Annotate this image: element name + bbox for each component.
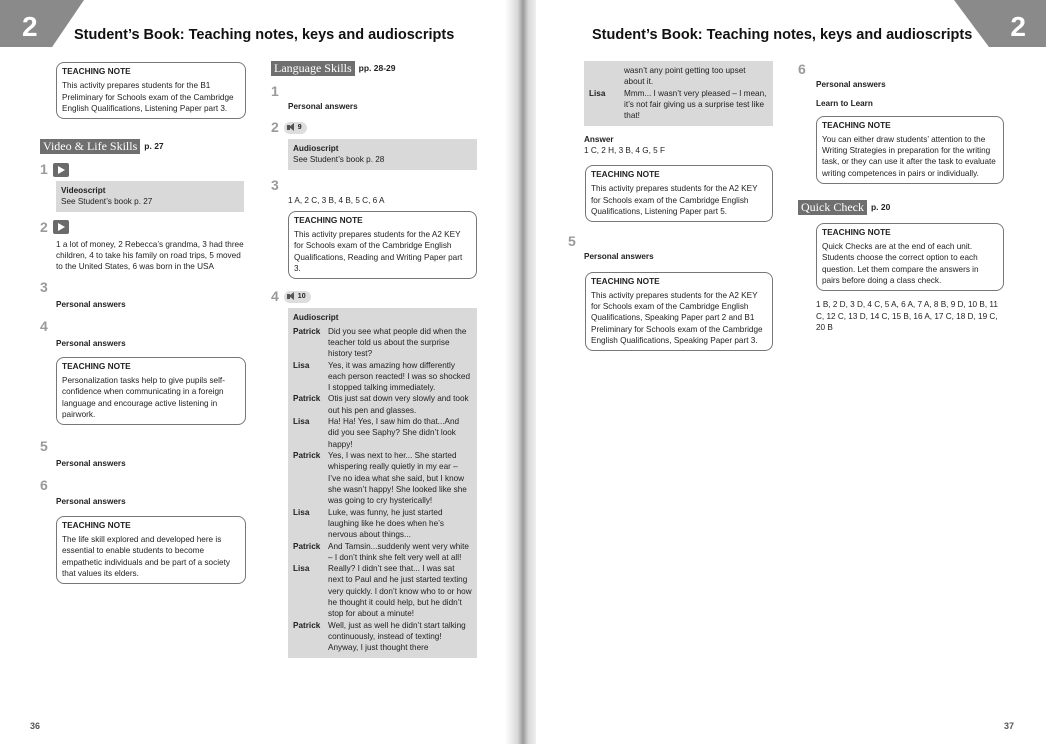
script-row xyxy=(293,360,472,394)
speaker-line: Otis just sat down very slowly and took out his pen and glasses. xyxy=(328,394,469,415)
exercise-number: 5 xyxy=(40,438,48,455)
unit-number: 2 xyxy=(1010,11,1026,42)
page-title: Student’s Book: Teaching notes, keys and audioscripts xyxy=(592,27,973,43)
note-body: This activity prepares students for the A2 KEY for Schools exam of the Cambridge English Qualifications, Speaking Paper part 2 and B1 Preliminary for Schools exam of the Cambridge English Qualifications, Speaking Paper part 3. xyxy=(591,290,763,345)
speaker-name: Lisa xyxy=(293,564,310,574)
script-row xyxy=(293,326,472,360)
section-heading xyxy=(40,139,250,154)
speaker-line: And Tamsin...suddenly went very white – I don’t think she felt very well at all! xyxy=(328,541,469,562)
section-heading xyxy=(798,200,1008,215)
speaker-icon xyxy=(287,292,296,301)
exercise-number: 4 xyxy=(40,317,48,334)
right-page xyxy=(536,0,1046,744)
left-column-2 xyxy=(271,61,477,658)
section-tag: Quick Check xyxy=(798,200,867,215)
audio-track-badge[interactable]: 10 xyxy=(284,291,311,303)
note-body: This activity prepares students for the A2 KEY for Schools exam of the Cambridge English Qualifications, Reading and Writing Paper part 3. xyxy=(294,230,463,274)
left-column-1 xyxy=(40,62,250,584)
exercise-number: 6 xyxy=(798,61,806,77)
video-play-icon[interactable] xyxy=(53,163,69,177)
speaker-name: Patrick xyxy=(293,541,321,551)
note-title: TEACHING NOTE xyxy=(591,275,660,286)
script-row xyxy=(293,450,472,507)
speaker-line: Yes, it was amazing how differently each person reacted! I was so shocked I stopped talking immediately. xyxy=(328,360,470,393)
teaching-note xyxy=(56,516,246,584)
speaker-name: Lisa xyxy=(293,417,310,427)
speaker-name: Patrick xyxy=(293,394,321,404)
teaching-note xyxy=(585,165,773,222)
box-body: See Student’s book p. 28 xyxy=(293,155,385,165)
right-column-1 xyxy=(568,61,774,351)
section-heading xyxy=(271,61,477,76)
speaker-line: Luke, was funny, he just started laughing like he does when he’s nervous about things... xyxy=(328,507,444,540)
answer-text: Personal answers xyxy=(56,497,126,507)
speaker-line: Yes, I was next to her... She started whispering really quietly in my ear – I’ve no idea what she said, but I know she wasn’t happy! She looked like she was going to cry hysterically! xyxy=(328,451,467,506)
note-title: TEACHING NOTE xyxy=(294,214,363,225)
answer-text: 1 A, 2 C, 3 B, 4 B, 5 C, 6 A xyxy=(288,195,385,205)
section-tag: Language Skills xyxy=(271,61,355,76)
script-row xyxy=(293,541,472,564)
script-row xyxy=(293,416,472,450)
answer-text: Personal answers xyxy=(584,252,654,262)
speaker-line: Did you see what people did when the teacher told us about the surprise history test? xyxy=(328,326,467,359)
exercise-number: 1 xyxy=(40,160,250,179)
script-row xyxy=(293,393,472,416)
box-title: Videoscript xyxy=(61,186,106,196)
speaker-line: wasn’t any point getting too upset about it. xyxy=(624,66,746,87)
exercise-number: 3 xyxy=(40,279,48,296)
speaker-line: Ha! Ha! Yes, I saw him do that...And did you see Saphy? She didn’t look happy! xyxy=(328,417,460,449)
speaker-name xyxy=(589,65,624,88)
note-body: Quick Checks are at the end of each unit. Students choose the correct option to each question. Let them compare the answers in pairs before doing a class check. xyxy=(822,242,979,286)
speaker-name: Lisa xyxy=(293,507,310,517)
box-title: Audioscript xyxy=(293,144,339,154)
page-number: 36 xyxy=(30,720,41,731)
speaker-name: Patrick xyxy=(293,326,321,336)
exercise-number: 4 10 xyxy=(271,287,477,306)
speaker-name: Lisa xyxy=(293,360,310,370)
speaker-line: Well, just as well he didn’t start talking continuously, instead of texting! Anyway, I just thought there xyxy=(328,620,466,653)
exercise-number: 2 9 xyxy=(271,118,477,137)
answer-text: Personal answers xyxy=(56,338,126,348)
answer-text: 1 a lot of money, 2 Rebecca’s grandma, 3 had three children, 4 to take his family on road trips, 5 moved to the United States, 6 was born in the USA xyxy=(56,239,244,272)
note-title: TEACHING NOTE xyxy=(822,119,891,130)
right-column-2 xyxy=(798,60,1008,333)
teaching-note xyxy=(288,211,477,279)
note-title: TEACHING NOTE xyxy=(62,519,131,530)
exercise-number: 5 xyxy=(568,233,576,250)
note-title: TEACHING NOTE xyxy=(591,169,660,180)
box-title: Audioscript xyxy=(293,313,339,323)
unit-number: 2 xyxy=(22,11,38,42)
answer-text: Personal answers xyxy=(288,101,358,111)
audioscript-box xyxy=(288,139,477,170)
audio-track-badge[interactable]: 9 xyxy=(284,122,307,134)
answer-label: Answer xyxy=(584,134,614,144)
section-page: p. 20 xyxy=(870,201,891,212)
audioscript-lines xyxy=(293,326,472,654)
answer-text: 1 B, 2 D, 3 D, 4 C, 5 A, 6 A, 7 A, 8 B, 9 D, 10 B, 11 C, 12 C, 13 D, 14 C, 15 B, 16 A, 17 C, 18 D, 19 C, 20 B xyxy=(816,300,998,333)
note-body: This activity prepares students for the A2 KEY for Schools exam of the Cambridge English Qualifications, Listening Paper part 5. xyxy=(591,184,758,216)
note-body: The life skill explored and developed here is essential to enable students to become empathetic individuals and be part of a society that values its elders. xyxy=(62,534,230,578)
script-row xyxy=(293,507,472,541)
left-page xyxy=(0,0,510,744)
script-row xyxy=(293,620,472,654)
speaker-name: Patrick xyxy=(293,451,321,460)
answer-text: Learn to Learn xyxy=(816,99,873,109)
script-row xyxy=(293,563,472,620)
answer-text: 1 C, 2 H, 3 B, 4 G, 5 F xyxy=(584,145,665,155)
video-play-icon[interactable] xyxy=(53,220,69,234)
teaching-note xyxy=(816,116,1004,184)
section-page: p. 27 xyxy=(144,140,164,151)
note-title: TEACHING NOTE xyxy=(62,66,131,76)
speaker-name: Patrick xyxy=(293,620,321,630)
speaker-name: Lisa xyxy=(589,88,606,98)
note-title: TEACHING NOTE xyxy=(62,360,131,371)
answer-text: Personal answers xyxy=(56,300,126,310)
unit-tab xyxy=(0,0,84,47)
answer-text: Personal answers xyxy=(56,459,126,469)
exercise-number: 6 xyxy=(40,476,48,493)
speaker-line: Really? I didn’t see that... I was sat next to Paul and he just started texting very quickly. I don’t know who to or how he thought it could help, but he didn’t stop for about a minute! xyxy=(328,564,472,619)
audioscript-box xyxy=(288,308,477,657)
exercise-number: 3 xyxy=(271,176,279,193)
page-number: 37 xyxy=(1003,720,1014,731)
speaker-line: Mmm... I wasn’t very pleased – I mean, it’s not fair giving us a surprise test like that! xyxy=(624,88,767,121)
answer-text: Personal answers xyxy=(816,79,886,89)
note-title: TEACHING NOTE xyxy=(822,226,891,237)
teaching-note xyxy=(585,272,773,352)
videoscript-box xyxy=(56,181,244,212)
note-body: You can either draw students’ attention to the Writing Strategies in preparation for the writing task, or they can use it after the task to evaluate writing competences in pairs or individually. xyxy=(822,134,996,178)
section-tag: Video & Life Skills xyxy=(40,139,140,154)
teaching-note xyxy=(816,223,1004,291)
exercise-number: 2 xyxy=(40,218,250,237)
teaching-note xyxy=(56,62,246,119)
teaching-note xyxy=(56,357,246,425)
page-title: Student’s Book: Teaching notes, keys and audioscripts xyxy=(74,27,455,43)
audioscript-box xyxy=(584,61,773,126)
speaker-icon xyxy=(287,123,296,132)
note-body: Personalization tasks help to give pupils self-confidence when communicating in a foreign language and encourage active listening in pairwork. xyxy=(62,376,225,419)
audioscript-lines xyxy=(589,65,768,122)
box-body: See Student’s book p. 27 xyxy=(61,197,153,207)
exercise-number: 1 xyxy=(271,83,279,99)
script-row xyxy=(589,65,768,88)
section-page: pp. 28-29 xyxy=(358,62,396,73)
script-row xyxy=(589,88,768,122)
note-body: This activity prepares students for the B1 Preliminary for Schools exam of the Cambridge English Qualifications, Listening Paper part 3. xyxy=(62,81,234,113)
